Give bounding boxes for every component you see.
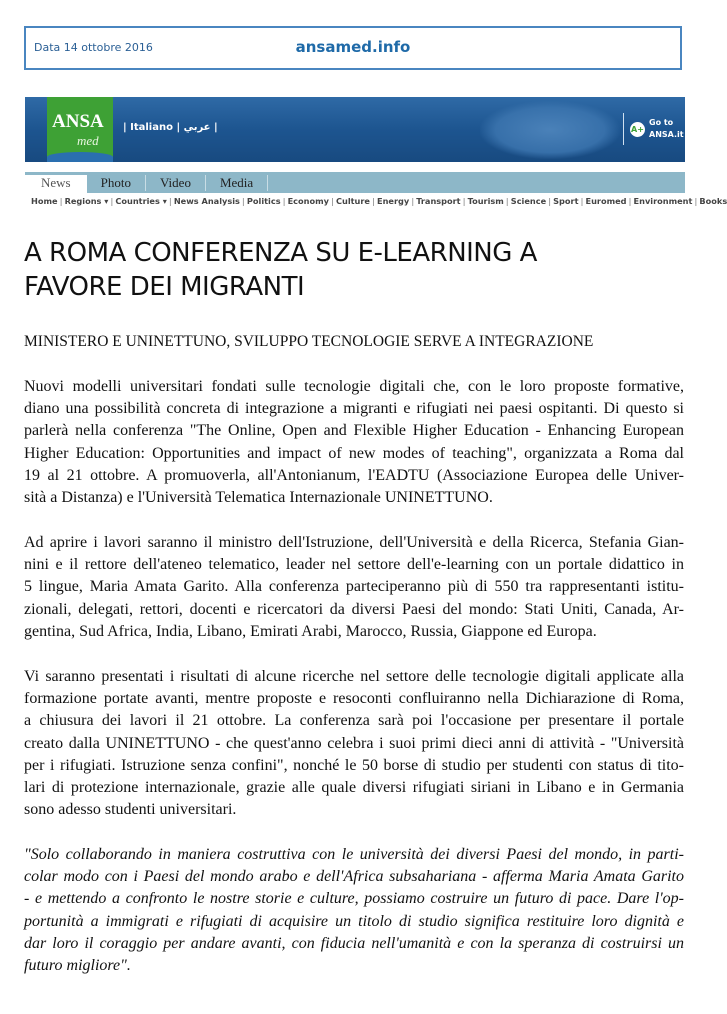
nav-separator: |: [168, 196, 172, 206]
nav-link[interactable]: Sport: [553, 196, 579, 206]
goto-ansa-text: Go to ANSA.it: [649, 118, 684, 139]
logo-wave: [47, 152, 113, 162]
text-line: Vi saranno presentati i risultati di alcune ricerche nel settore delle tecnologie digitali applicate alla: [24, 668, 684, 685]
page-title: A ROMA CONFERENZA SU E-LEARNING A FAVORE DEI MIGRANTI: [24, 238, 537, 302]
date-label: Data 14 ottobre 2016: [34, 41, 153, 54]
text-line: sono adesso studenti universitari.: [24, 801, 237, 819]
text-line: parlerà nella conferenza "The Online, Open and Flexible Higher Education - Enhancing European: [24, 422, 684, 440]
tab-media[interactable]: Media: [206, 175, 268, 191]
nav-link[interactable]: Economy: [287, 196, 329, 206]
text-line: formazione portate avanti, mentre proposte e resoconti confluiranno nella Dichiarazione di Roma,: [24, 690, 684, 708]
nav-separator: |: [694, 196, 698, 206]
text-line: dar loro il coraggio per andare avanti, con fiducia nell'umanità e con la speranza di costruirsi un: [24, 934, 684, 952]
site-name[interactable]: ansamed.info: [295, 38, 411, 56]
nav-link[interactable]: Science: [510, 196, 547, 206]
text-line: zionali, delegati, rettori, docenti e ricercatori da diversi Paesi del mondo: Stati Uniti, Canada, Ar-: [24, 600, 684, 618]
quote-paragraph: [24, 844, 684, 977]
nav-link[interactable]: Energy: [376, 196, 410, 206]
logo-sub-text: med: [77, 133, 99, 148]
text-line: futuro migliore".: [24, 956, 131, 974]
nav-link[interactable]: Countries ▾: [115, 196, 167, 206]
ansa-icon: A+: [630, 122, 645, 137]
text-line: lari di protezione internazionale, grazie alle quale diversi rifugiati siriani in Libano e in Germania: [24, 778, 684, 796]
nav-separator: |: [331, 196, 334, 206]
paragraph-1: [24, 376, 684, 509]
nav-separator: |: [411, 196, 415, 206]
nav-separator: |: [59, 196, 63, 206]
text-line: - e mettendo a confronto le nostre storie e culture, possiamo costruire un futuro di pace. Dare l'op-: [24, 890, 684, 908]
mediterranean-map-image: [480, 101, 620, 159]
text-line: per i rifugiati. Istruzione senza confini", nonché le 50 borse di studio per studenti con status di tito-: [24, 756, 684, 774]
nav-separator: |: [371, 196, 375, 206]
nav-link[interactable]: Politics: [246, 196, 281, 206]
nav-link[interactable]: Regions ▾: [64, 196, 109, 206]
text-line: Nuovi modelli universitari fondati sulle tecnologie digitali che, con le loro proposte formative,: [24, 378, 684, 395]
nav-separator: |: [628, 196, 632, 206]
text-line: a chiusura dei lavori il 21 ottobre. La conferenza sarà poi l'occasione per presentare il portale: [24, 712, 684, 730]
text-line: Ad aprire i lavori saranno il ministro dell'Istruzione, dell'Università e della Ricerca, Stefania Gian-: [24, 534, 684, 551]
tab-news[interactable]: News: [25, 175, 87, 193]
logo-main-text: ANSA: [52, 111, 104, 132]
nav-link[interactable]: Environment: [633, 196, 693, 206]
text-line: "Solo collaborando in maniera costruttiva con le università dei diversi Paesi del mondo, in parti-: [24, 846, 684, 863]
article-subtitle: MINISTERO E UNINETTUNO, SVILUPPO TECNOLOGIE SERVE A INTEGRAZIONE: [24, 333, 594, 350]
nav-separator: |: [110, 196, 114, 206]
banner: [25, 97, 685, 162]
ansamed-logo[interactable]: [47, 97, 113, 162]
nav-link[interactable]: Transport: [416, 196, 461, 206]
text-line: 5 lingue, Maria Amata Garito. Alla conferenza parteciperanno più di 550 tra rappresentanti istitu-: [24, 578, 684, 596]
goto-ansa-link[interactable]: [623, 113, 684, 145]
paragraph-3: [24, 666, 684, 821]
nav-separator: |: [241, 196, 245, 206]
tab-bar: [25, 172, 685, 193]
text-line: portunità a immigrati e rifugiati di acquisire un titolo di studio significa restituire loro dignità e: [24, 912, 684, 930]
text-line: 19 al 21 ottobre. A promuoverla, all'Antonianum, l'EADTU (Associazione Europea delle Univer-: [24, 466, 684, 484]
nav-separator: |: [505, 196, 509, 206]
section-nav: [31, 196, 727, 206]
nav-link[interactable]: News Analysis: [173, 196, 240, 206]
nav-link[interactable]: Books: [699, 196, 727, 206]
nav-link[interactable]: Home: [31, 196, 58, 206]
nav-separator: |: [580, 196, 584, 206]
text-line: diano una possibilità concreta di integrazione a migranti e rifugiati nei paesi ospitanti. Di questo si: [24, 400, 684, 418]
header-box: [24, 26, 682, 70]
language-switcher[interactable]: | Italiano | عربي |: [123, 122, 218, 133]
nav-link[interactable]: Tourism: [467, 196, 504, 206]
text-line: sità a Distanza) e l'Università Telematica Internazionale UNINETTUNO.: [24, 488, 493, 506]
text-line: colar modo con i Paesi del mondo arabo e dell'Africa subsahariana - afferma Maria Amata Garito: [24, 868, 684, 886]
tab-photo[interactable]: Photo: [87, 175, 146, 191]
tab-video[interactable]: Video: [146, 175, 206, 191]
paragraph-2: [24, 532, 684, 643]
nav-link[interactable]: Euromed: [585, 196, 627, 206]
nav-link[interactable]: Culture: [336, 196, 370, 206]
text-line: creato dalla UNINETTUNO - che quest'anno celebra i suoi primi dieci anni di attività - "Università: [24, 734, 684, 752]
nav-separator: |: [282, 196, 286, 206]
nav-separator: |: [462, 196, 466, 206]
text-line: nini e il rettore dell'ateneo telematico, leader nel settore dell'e-learning con un portale didattico in: [24, 556, 684, 574]
text-line: gentina, Sud Africa, India, Libano, Emirati Arabi, Marocco, Russia, Giappone ed Europa.: [24, 622, 597, 640]
nav-separator: |: [548, 196, 552, 206]
text-line: Higher Education: Opportunities and impact of new modes of teaching", organizzata a Roma dal: [24, 444, 684, 462]
